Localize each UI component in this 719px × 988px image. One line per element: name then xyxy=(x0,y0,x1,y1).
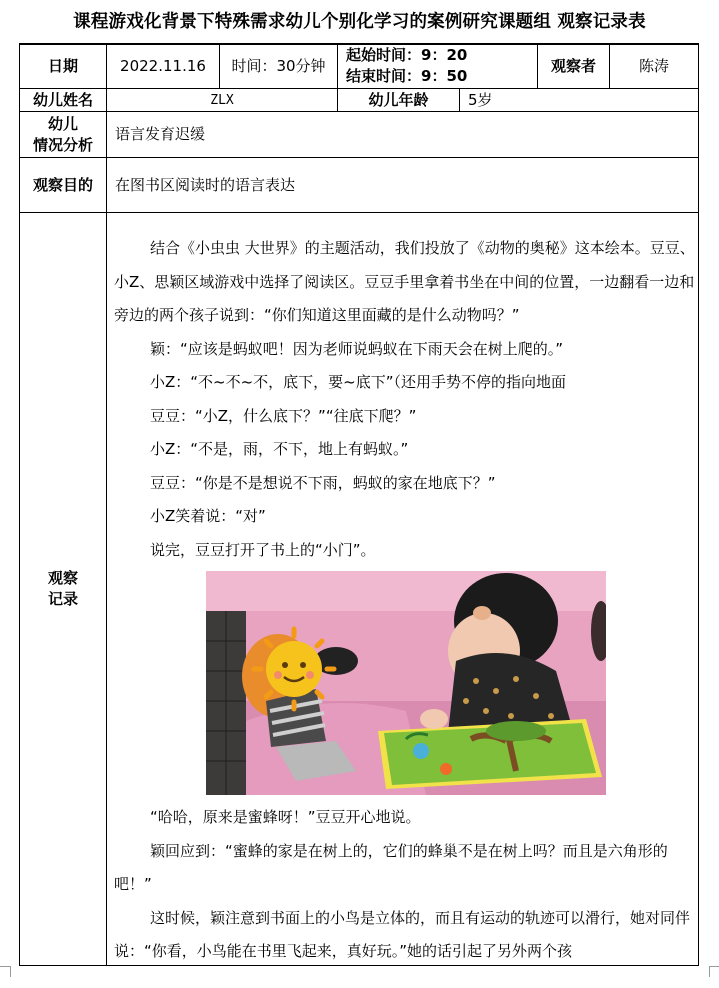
situation-label-line2: 情况分析 xyxy=(32,135,93,154)
photo-illustration xyxy=(206,571,606,795)
table-rule xyxy=(19,212,699,213)
crop-mark xyxy=(0,966,11,977)
record-paragraph: 小Z：“不是，雨，不下，地上有蚂蚁。” xyxy=(150,440,409,458)
record-paragraph: 豆豆：“小Z，什么底下？”“往底下爬？” xyxy=(150,406,417,425)
observer-value: 陈涛 xyxy=(638,56,669,75)
table-rule xyxy=(698,43,699,966)
situation-label-line1: 幼儿 xyxy=(47,114,78,133)
end-time: 结束时间：9：50 xyxy=(346,66,468,85)
child-name-value: ZLX xyxy=(210,92,234,108)
record-paragraph: 说完，豆豆打开了书上的“小门”。 xyxy=(150,540,376,559)
page-title: 课程游戏化背景下特殊需求幼儿个别化学习的案例研究课题组 观察记录表 xyxy=(73,12,646,32)
record-paragraph: “哈哈，原来是蜜蜂呀！”豆豆开心地说。 xyxy=(150,808,421,826)
record-label-line1: 观察 xyxy=(47,569,78,587)
situation-label xyxy=(20,112,106,157)
purpose-value: 在图书区阅读时的语言表达 xyxy=(115,175,296,194)
reading-area-photo xyxy=(206,571,606,795)
record-paragraph: 结合《小虫虫 大世界》的主题活动，我们投放了《动物的奥秘》这本绘本。豆豆、小Z、思颖区域游戏中选择了阅读区。豆豆手里拿着书坐在中间的位置，一边翻看一边和旁边的两个孩子说到：“你们知道这里面藏的是什么动物吗？” xyxy=(114,239,695,324)
record-text-bottom xyxy=(114,801,696,969)
child-age-value: 5岁 xyxy=(468,90,493,109)
record-paragraph: 颖：“应该是蚂蚁吧！因为老师说蚂蚁在下雨天会在树上爬的。” xyxy=(150,339,564,358)
start-time: 起始时间：9：20 xyxy=(346,45,468,64)
crop-mark xyxy=(709,966,719,977)
record-paragraph: 豆豆：“你是不是想说不下雨，蚂蚁的家在地底下？” xyxy=(150,473,496,492)
date-value: 2022.11.16 xyxy=(120,56,206,75)
record-text-top xyxy=(114,232,696,567)
record-paragraph: 小Z：“不~不~不，底下，要~底下”（还用手势不停的指向地面 xyxy=(150,373,567,391)
record-paragraph: 颖回应到：“蜜蜂的家是在树上的，它们的蜂巢不是在树上吗？而且是六角形的吧！” xyxy=(114,841,668,893)
record-label xyxy=(20,213,106,965)
record-paragraph: 这时候，颖注意到书面上的小鸟是立体的，而且有运动的轨迹可以滑行，她对同伴说：“你看，小鸟能在书里飞起来，真好玩。”她的话引起了另外两个孩 xyxy=(114,908,691,960)
purpose-label: 观察目的 xyxy=(32,175,93,194)
observer-label: 观察者 xyxy=(550,56,596,75)
record-paragraph: 小Z笑着说：“对” xyxy=(150,507,266,525)
child-age-label: 幼儿年龄 xyxy=(368,90,429,109)
situation-value: 语言发育迟缓 xyxy=(115,125,206,143)
date-label: 日期 xyxy=(47,56,78,75)
record-label-line2: 记录 xyxy=(47,590,78,608)
child-name-label: 幼儿姓名 xyxy=(32,90,93,109)
duration-label: 时间：30分钟 xyxy=(231,56,326,75)
